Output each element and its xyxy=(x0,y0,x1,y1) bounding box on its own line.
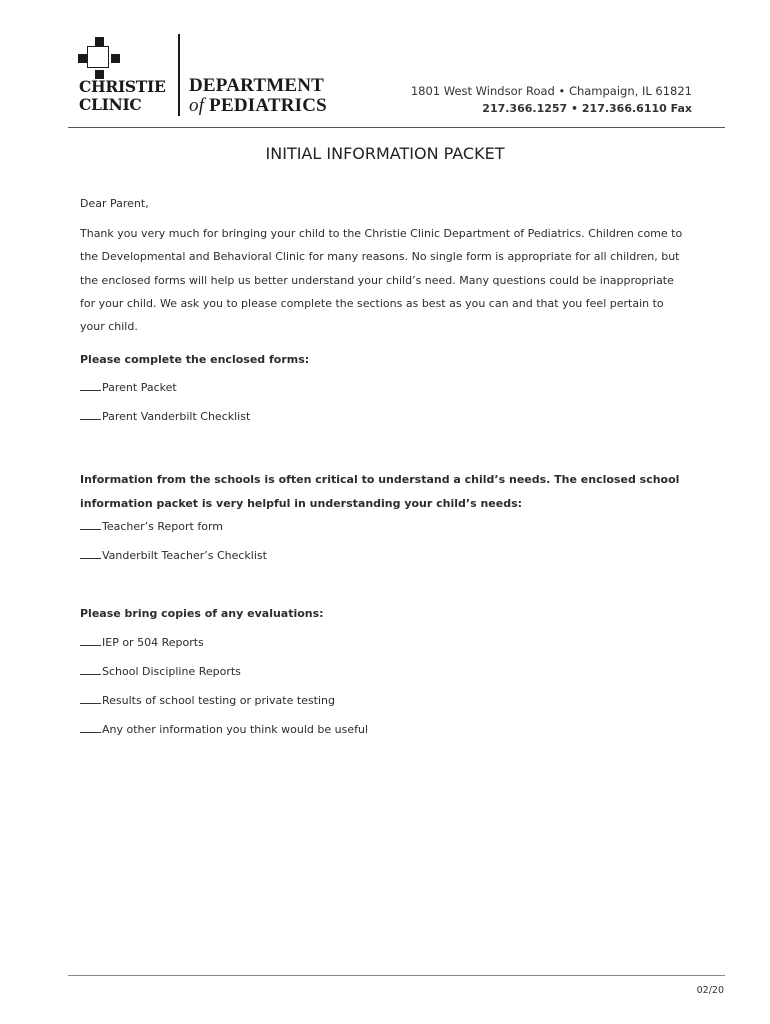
checklist-item xyxy=(80,665,241,678)
address-line: 1801 West Windsor Road • Champaign, IL 61821 xyxy=(410,84,692,98)
checkbox-blank-line[interactable] xyxy=(80,520,101,530)
checkbox-blank-line[interactable] xyxy=(80,381,101,391)
footer-rule xyxy=(68,975,725,976)
item-label: Vanderbilt Teacher’s Checklist xyxy=(102,549,267,562)
logo-square-left xyxy=(78,54,87,63)
dept-of: of xyxy=(189,95,205,116)
clinic-address-block xyxy=(411,82,692,118)
logo-divider xyxy=(178,34,180,116)
checkbox-blank-line[interactable] xyxy=(80,694,101,704)
greeting: Dear Parent, xyxy=(80,197,149,210)
header-rule xyxy=(68,127,725,128)
checkbox-blank-line[interactable] xyxy=(80,410,101,420)
item-label: School Discipline Reports xyxy=(102,665,241,678)
intro-paragraph: Thank you very much for bringing your child to the Christie Clinic Department of Pediatrics. Children come to the Developmental and Behavioral Clinic for many reasons. No single form is appropriate for all children, but the enclosed forms will help us better understand your child’s need. Many questions could be inappropriate for your child. We ask you to please complete the sections as best as you can and that you feel pertain to your child. xyxy=(80,227,683,334)
checklist-item xyxy=(80,381,177,394)
department-wordmark xyxy=(189,76,327,116)
checkbox-blank-line[interactable] xyxy=(80,549,101,559)
item-label: Any other information you think would be useful xyxy=(102,723,369,736)
logo-ring xyxy=(87,46,109,68)
checklist-item xyxy=(80,636,204,649)
checkbox-blank-line[interactable] xyxy=(80,665,101,675)
checkbox-blank-line[interactable] xyxy=(80,636,101,646)
section2-heading: Information from the schools is often critical to understand a child’s needs. The enclosed school information packet is very helpful in understanding your child’s needs: xyxy=(80,473,680,510)
christie-clinic-wordmark xyxy=(79,78,166,114)
form-revision-code: 02/20 xyxy=(696,985,724,996)
item-label: Teacher’s Report form xyxy=(102,520,223,533)
item-label: IEP or 504 Reports xyxy=(102,636,204,649)
checklist-item xyxy=(80,694,335,707)
item-label: Parent Packet xyxy=(102,381,177,394)
checklist-item xyxy=(80,410,250,423)
checklist-item xyxy=(80,549,267,562)
section1-heading: Please complete the enclosed forms: xyxy=(80,353,310,366)
christie-clinic-logo-mark xyxy=(78,37,120,79)
checklist-item xyxy=(80,520,223,533)
page-title: INITIAL INFORMATION PACKET xyxy=(265,144,505,163)
dept-line2: PEDIATRICS xyxy=(209,95,327,116)
logo-line1: CHRISTIE xyxy=(79,77,166,96)
logo-square-top xyxy=(95,37,104,46)
checkbox-blank-line[interactable] xyxy=(80,723,101,733)
logo-square-right xyxy=(111,54,120,63)
logo-line2: CLINIC xyxy=(79,95,142,114)
section3-heading: Please bring copies of any evaluations: xyxy=(80,607,324,620)
item-label: Parent Vanderbilt Checklist xyxy=(102,410,251,423)
dept-line1: DEPARTMENT xyxy=(189,75,325,96)
phone-line: 217.366.1257 • 217.366.6110 Fax xyxy=(482,102,692,115)
item-label: Results of school testing or private testing xyxy=(102,694,335,707)
checklist-item xyxy=(80,723,368,736)
